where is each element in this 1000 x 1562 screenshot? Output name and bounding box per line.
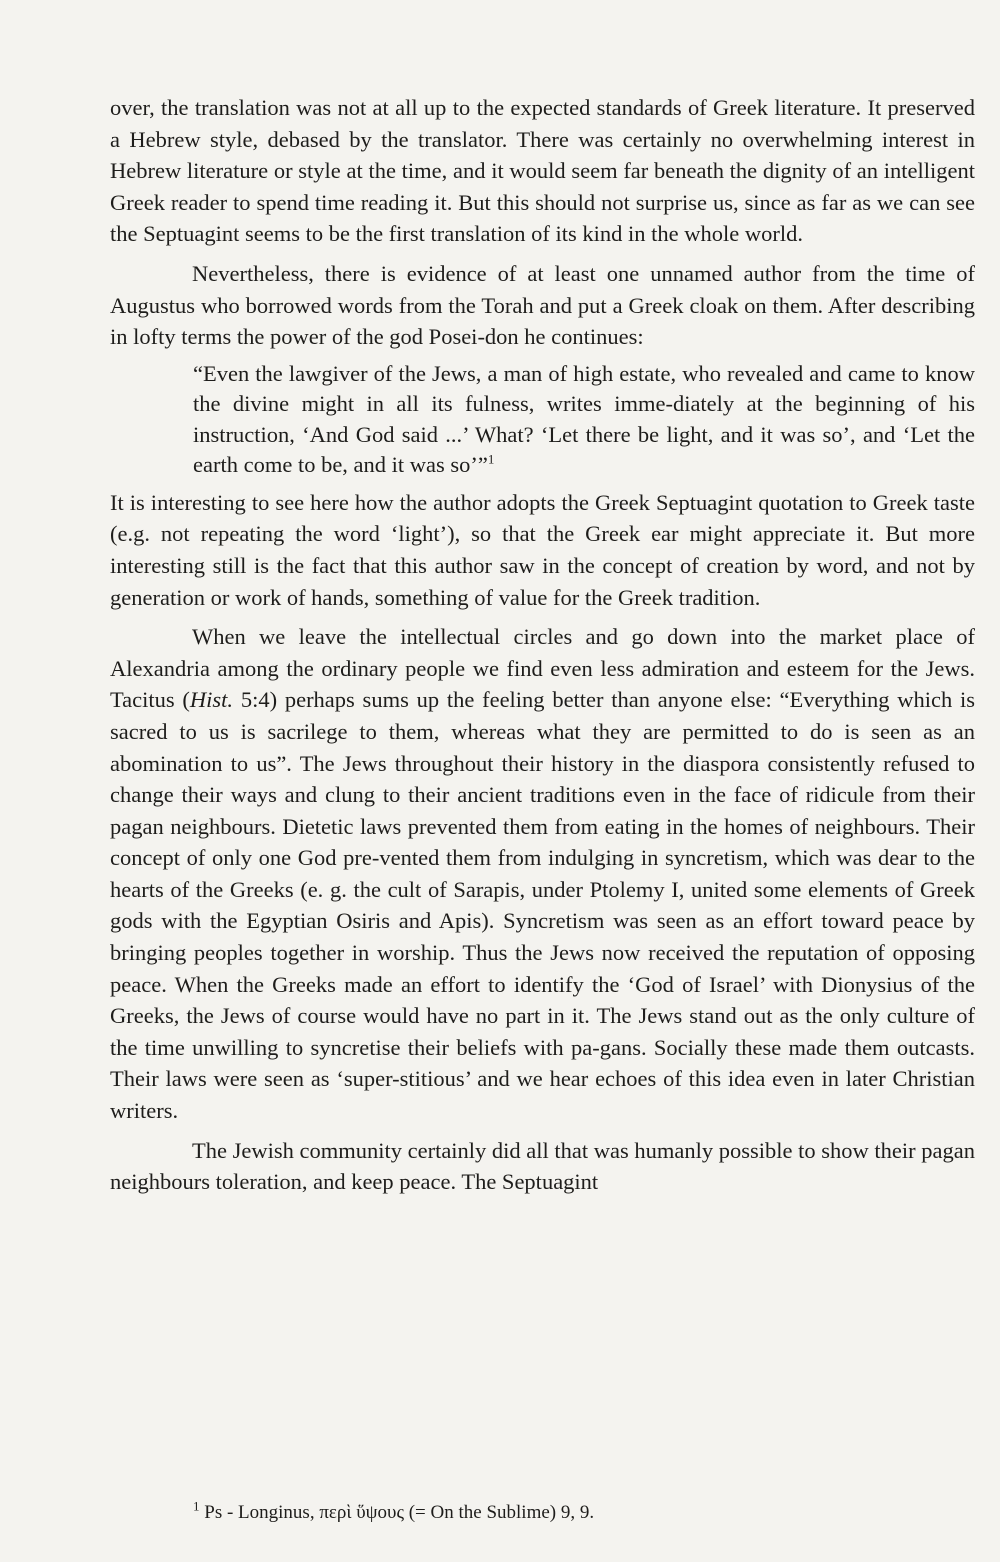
- block-quote: [193, 359, 975, 481]
- paragraph-2: Nevertheless, there is evidence of at least one unnamed author from the time of Augustus who borrowed words from the Torah and put a Greek cloak on them. After describing in lofty terms the power of the god Posei-don he continues:: [110, 260, 975, 350]
- paragraph-1: over, the translation was not at all up to the expected standards of Greek literature. It preserved a Hebrew style, debased by the translator. There was certainly no overwhelming interest in Hebrew literature or style at the time, and it would seem far beneath the dignity of an intelligent Greek reader to spend time reading it. But this should not surprise us, since as far as we can see the Septuagint seems to be the first translation of its kind in the whole world.: [110, 95, 975, 247]
- footnote: [193, 1500, 594, 1526]
- paragraph-5: The Jewish community certainly did all that was humanly possible to show their pagan neighbours toleration, and keep peace. The Septuagint: [110, 1137, 975, 1195]
- paragraph-3: It is interesting to see here how the author adopts the Greek Septuagint quotation to Greek taste (e.g. not repeating the word ‘light’), so that the Greek ear might appreciate it. But more interesting still is the fact that this author saw in the concept of creation by word, and not by generation or work of hands, something of value for the Greek tradition.: [110, 489, 975, 610]
- paragraph-4: [110, 621, 975, 1127]
- footnote-marker[interactable]: 1: [487, 451, 495, 467]
- paragraph-4-start: When we leave the intellectual circles and go down into the market place of Alexandria among the ordinary people we find even less admiration and esteem for the Jews. Tacitus (: [110, 624, 975, 713]
- footnote-text: Ps - Longinus, περὶ ὕψους (= On the Sublime) 9, 9.: [204, 1502, 595, 1523]
- paragraph-4-italic: Hist.: [189, 687, 234, 713]
- paragraph-4-end: 5:4) perhaps sums up the feeling better than anyone else: “Everything which is sacred to us is sacrilege to them, whereas what they are permitted to do is seen as an abomination to us”. The Jews throughout their history in the diaspora consistently refused to change their ways and clung to their ancient traditions even in the face of ridicule from their pagan neighbours. Dietetic laws prevented them from eating in the homes of neighbours. Their concept of only one God pre-vented them from indulging in syncretism, which was dear to the hearts of the Greeks (e. g. the cult of Sarapis, under Ptolemy I, united some elements of Greek gods with the Egyptian Osiris and Apis). Syncretism was seen as an effort toward peace by bringing peoples together in worship. Thus the Jews now received the reputation of opposing peace. When the Greeks made an effort to identify the ‘God of Israel’ with Dionysius of the Greeks, the Jews of course would have no part in it. The Jews stand out as the only culture of the time unwilling to syncretise their beliefs with pa-gans. Socially these made them outcasts. Their laws were seen as ‘super-stitious’ and we hear echoes of this idea even in later Christian writers.: [110, 687, 975, 1124]
- quote-text: “Even the lawgiver of the Jews, a man of high estate, who revealed and came to know the divine might in all its fulness, writes imme-diately at the beginning of his instruction, ‘And God said ...’ What? ‘Let there be light, and it was so’, and ‘Let the earth come to be, and it was so’”: [193, 360, 975, 478]
- body-text: [110, 92, 975, 1198]
- footnote-number: 1: [193, 1498, 200, 1514]
